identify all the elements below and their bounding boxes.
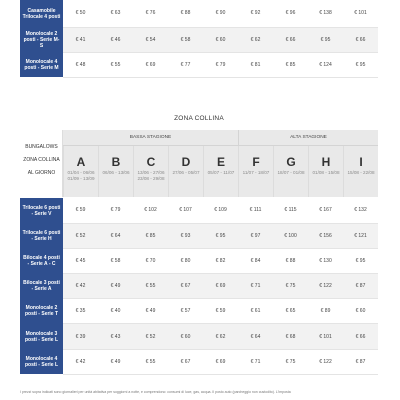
table-row [20, 248, 378, 273]
price-cell: € 48 [63, 52, 98, 77]
price-cell: € 156 [308, 223, 343, 248]
price-cell: € 64 [98, 223, 133, 248]
corner-line: ZONA COLLINA [23, 157, 60, 163]
price-cell: € 39 [63, 324, 98, 349]
price-cell: € 89 [308, 299, 343, 324]
price-cell: € 101 [343, 0, 378, 27]
price-cell: € 77 [168, 52, 203, 77]
price-cell: € 85 [133, 223, 168, 248]
table-row [20, 324, 378, 349]
period-dates: 23/08 - 29/08 [137, 176, 165, 181]
period-column-header [133, 146, 168, 197]
price-cell: € 67 [168, 274, 203, 299]
row-label: Bilocale 4 posti - Serie A - C [20, 248, 63, 273]
period-letter: E [216, 155, 225, 169]
price-cell: € 92 [238, 0, 273, 27]
price-cell: € 167 [308, 198, 343, 223]
period-column-header [98, 146, 133, 197]
price-cell: € 75 [273, 349, 308, 374]
price-cell: € 95 [308, 27, 343, 52]
price-cell: € 130 [308, 248, 343, 273]
period-column-header [168, 146, 203, 197]
row-label: Monolocale 2 posti - Serie M-S [20, 27, 63, 52]
price-cell: € 79 [203, 52, 238, 77]
price-cell: € 49 [98, 274, 133, 299]
price-cell: € 71 [238, 349, 273, 374]
price-cell: € 85 [273, 52, 308, 77]
price-cell: € 55 [133, 274, 168, 299]
price-cell: € 121 [343, 223, 378, 248]
price-cell: € 64 [238, 324, 273, 349]
price-cell: € 62 [238, 27, 273, 52]
period-letter: C [146, 155, 156, 169]
top-price-table [20, 0, 378, 78]
price-cell: € 66 [343, 27, 378, 52]
price-cell: € 60 [203, 27, 238, 52]
price-cell: € 100 [273, 223, 308, 248]
price-cell: € 42 [63, 349, 98, 374]
table-row [20, 0, 378, 27]
period-dates: 18/07 - 01/08 [277, 170, 305, 175]
table-row [20, 274, 378, 299]
corner-line: BUNGALOWS [25, 144, 58, 150]
row-label: Casamobile Trilocale 4 posti [20, 0, 63, 27]
price-cell: € 95 [343, 52, 378, 77]
price-cell: € 81 [238, 52, 273, 77]
price-cell: € 58 [98, 248, 133, 273]
row-label: Trilocale 6 posti - Serie V [20, 198, 63, 223]
price-cell: € 87 [343, 349, 378, 374]
price-cell: € 57 [168, 299, 203, 324]
price-cell: € 59 [203, 299, 238, 324]
price-cell: € 82 [203, 248, 238, 273]
period-column-header [63, 146, 98, 197]
table-row [20, 349, 378, 374]
price-cell: € 95 [203, 223, 238, 248]
period-column-header [308, 146, 343, 197]
price-cell: € 66 [343, 324, 378, 349]
table-row [20, 198, 378, 223]
price-cell: € 52 [63, 223, 98, 248]
period-letter: F [252, 155, 260, 169]
price-table-header [20, 130, 378, 197]
price-cell: € 46 [98, 27, 133, 52]
row-label: Bilocale 3 posti - Serie A [20, 274, 63, 299]
price-cell: € 52 [133, 324, 168, 349]
price-cell: € 71 [238, 274, 273, 299]
price-cell: € 62 [203, 324, 238, 349]
price-cell: € 49 [133, 299, 168, 324]
period-letter: B [111, 155, 121, 169]
price-cell: € 49 [98, 349, 133, 374]
period-dates: 11/07 - 18/07 [242, 170, 270, 175]
period-letter: G [286, 155, 296, 169]
price-cell: € 55 [133, 349, 168, 374]
price-cell: € 60 [168, 324, 203, 349]
price-cell: € 88 [273, 248, 308, 273]
period-letter: D [181, 155, 191, 169]
price-cell: € 69 [133, 52, 168, 77]
period-dates: 01/09 - 13/09 [67, 176, 95, 181]
price-cell: € 69 [203, 349, 238, 374]
price-cell: € 93 [168, 223, 203, 248]
price-cell: € 75 [273, 274, 308, 299]
price-cell: € 90 [203, 0, 238, 27]
price-cell: € 124 [308, 52, 343, 77]
price-cell: € 50 [63, 0, 98, 27]
period-column-header [273, 146, 308, 197]
price-cell: € 41 [63, 27, 98, 52]
price-cell: € 43 [98, 324, 133, 349]
price-cell: € 76 [133, 0, 168, 27]
period-dates: 13/06 - 27/06 [137, 170, 165, 175]
zone-title: ZONA COLLINA [174, 115, 224, 122]
price-cell: € 61 [238, 299, 273, 324]
price-cell: € 109 [203, 198, 238, 223]
header-corner [20, 130, 63, 197]
price-cell: € 70 [133, 248, 168, 273]
high-season-header: ALTA STAGIONE [238, 130, 378, 146]
period-letter: A [76, 155, 86, 169]
table-row [20, 52, 378, 77]
price-cell: € 107 [168, 198, 203, 223]
price-cell: € 111 [238, 198, 273, 223]
price-cell: € 87 [343, 274, 378, 299]
price-cell: € 54 [133, 27, 168, 52]
period-letter: I [359, 155, 363, 169]
period-dates: 15/08 - 22/08 [347, 170, 375, 175]
low-season-header: BASSA STAGIONE [63, 130, 238, 146]
price-cell: € 80 [168, 248, 203, 273]
price-cell: € 69 [203, 274, 238, 299]
price-cell: € 35 [63, 299, 98, 324]
price-cell: € 115 [273, 198, 308, 223]
price-cell: € 65 [273, 299, 308, 324]
price-cell: € 122 [308, 349, 343, 374]
period-dates: 06/06 - 13/06 [102, 170, 130, 175]
price-cell: € 67 [168, 349, 203, 374]
row-label: Monolocale 2 posti - Serie T [20, 299, 63, 324]
price-cell: € 55 [98, 52, 133, 77]
price-cell: € 101 [308, 324, 343, 349]
row-label: Monolocale 4 posti - Serie M [20, 52, 63, 77]
footnote: I prezzi sopra indicati sono giornalieri per unità abitativa per soggiorni a notte, e comprendono: consumi di luce, gas, acqua. Il posto auto (parcheggio non custodito). L'imposta [20, 390, 291, 394]
price-cell: € 63 [98, 0, 133, 27]
price-cell: € 42 [63, 274, 98, 299]
price-cell: € 45 [63, 248, 98, 273]
period-column-header [203, 146, 238, 197]
price-cell: € 132 [343, 198, 378, 223]
table-row [20, 299, 378, 324]
price-cell: € 60 [343, 299, 378, 324]
price-cell: € 68 [273, 324, 308, 349]
price-cell: € 84 [238, 248, 273, 273]
price-cell: € 97 [238, 223, 273, 248]
table-row [20, 223, 378, 248]
row-label: Trilocale 6 posti - Serie H [20, 223, 63, 248]
period-dates: 01/04 - 06/06 [67, 170, 95, 175]
row-label: Monolocale 3 posti - Serie L [20, 324, 63, 349]
price-cell: € 40 [98, 299, 133, 324]
price-cell: € 88 [168, 0, 203, 27]
price-cell: € 66 [273, 27, 308, 52]
collina-price-table [20, 198, 378, 375]
price-cell: € 96 [273, 0, 308, 27]
period-column-header [238, 146, 273, 197]
corner-line: AL GIORNO [27, 170, 56, 176]
row-label: Monolocale 4 posti - Serie L [20, 349, 63, 374]
price-cell: € 59 [63, 198, 98, 223]
price-cell: € 58 [168, 27, 203, 52]
price-cell: € 79 [98, 198, 133, 223]
period-column-header [343, 146, 378, 197]
price-cell: € 95 [343, 248, 378, 273]
period-dates: 01/08 - 15/08 [312, 170, 340, 175]
price-cell: € 138 [308, 0, 343, 27]
period-letter: H [321, 155, 331, 169]
period-dates: 27/06 - 05/07 [172, 170, 200, 175]
price-cell: € 102 [133, 198, 168, 223]
table-row [20, 27, 378, 52]
period-dates: 05/07 - 11/07 [207, 170, 235, 175]
price-cell: € 122 [308, 274, 343, 299]
